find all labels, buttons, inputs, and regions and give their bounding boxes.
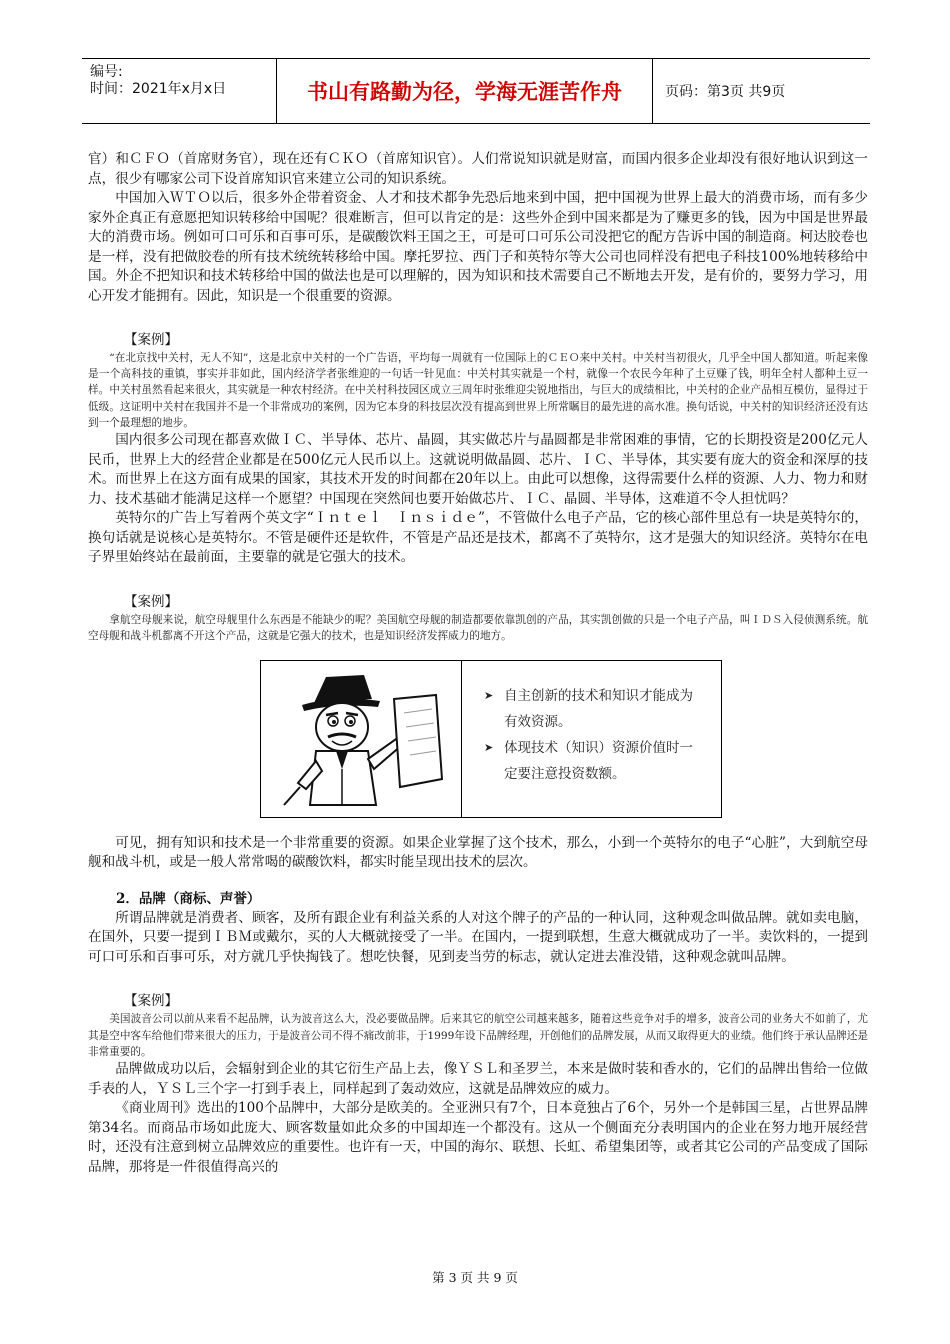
paragraph-brand-definition: 所谓品牌就是消费者、顾客，及所有跟企业有利益关系的人对这个牌子的产品的一种认同，这种观念叫做品牌。就如卖电脑，在国外，只要一提到ＩＢＭ或戴尔，买的人大概就接受了一半。在国内，一提到联想，生意大概就成功了一半。卖饮料的，一提到可口可乐和百事可乐，对方就几乎快掏钱了。想吃快餐，见到麦当劳的标志，就认定进去准没错，这种观念就叫品牌。 <box>88 909 868 965</box>
case-label-3: 【案例】 <box>124 993 178 1010</box>
number-label: 编号: <box>90 64 123 80</box>
illustration-point-2 <box>484 735 721 787</box>
page-header <box>82 58 870 124</box>
page-footer: 第 3 页 共 9 页 <box>432 1270 518 1285</box>
paragraph-conclusion: 可见，拥有知识和技术是一个非常重要的资源。如果企业掌握了这个技术，那么，小到一个英特尔的电子“心脏”，大到航空母舰和战斗机，或是一般人常常喝的碳酸饮料，都实时能呈现出技术的层次。 <box>88 834 868 871</box>
section-heading-brand: 2．品牌（商标、声誉） <box>116 890 261 907</box>
illustration-points <box>462 661 721 817</box>
header-meta <box>82 59 277 123</box>
header-page-info: 页码：第3页 共9页 <box>665 84 786 100</box>
paragraph-wto: 中国加入ＷＴＯ以后，很多外企带着资金、人才和技术都争先恐后地来到中国，把中国视为世界上最大的消费市场，而有多少家外企真正有意愿把知识转移给中国呢？很难断言，但可以肯定的是：这些外企到中国来都是为了赚更多的钱，因为中国是世界最大的消费市场。例如可口可乐和百事可乐，是碳酸饮料王国之王，可是可口可乐公司没把它的配方告诉中国的制造商。柯达胶卷也是一样，没有把做胶卷的所有技术统统转移给中国。摩托罗拉、西门子和英特尔等大公司也同样没有把电子科技100%地转移给中国。外企不把知识和技术转移给中国的做法也是可以理解的，因为知识和技术需要自己不断地去开发，是有价的，要努力学习，用心开发才能拥有。因此，知识是一个很重要的资源。 <box>88 190 868 304</box>
paragraph-cko: 官）和ＣＦＯ（首席财务官），现在还有ＣＫＯ（首席知识官）。人们常说知识就是财富，而国内很多企业却没有很好地认识到这一点，很少有哪家公司下设首席知识官来建立公司的知识系统。 <box>88 151 868 187</box>
case-label-1: 【案例】 <box>124 332 178 348</box>
paragraph-chips: 国内很多公司现在都喜欢做ＩＣ、半导体、芯片、晶圆，其实做芯片与晶圆都是非常困难的事情，它的长期投资是200亿元人民币，世界上大的经营企业都是在500亿元人民币以上。这就说明做晶圆、芯片、ＩＣ、半导体，其实要有庞大的资金和深厚的技术。而世界上在这方面有成果的国家，其技术开发的时间都在20年以上。由此可以想像，这得需要什么样的资源、人力、物力和财力、技术基础才能满足这样一个愿望？中国现在突然间也要开始做芯片、ＩＣ、晶圆、半导体，这难道不令人担忧吗？ <box>88 432 868 507</box>
illustration-box <box>260 660 722 818</box>
case-label-2: 【案例】 <box>124 593 178 610</box>
illustration-point-text: 自主创新的技术和知识才能成为有效资源。 <box>504 687 693 730</box>
arrow-right-icon: ➤ <box>484 740 494 754</box>
case-boeing: 美国波音公司以前从来看不起品牌，认为波音这么大，没必要做品牌。后来其它的航空公司越来越多，随着这些竞争对手的增多，波音公司的业务大不如前了，尤其是空中客车给他们带来很大的压力，于是波音公司不得不痛改前非，于1999年设下品牌经理，开创他们的品牌发展，从而又取得更大的业绩。他们终于承认品牌还是非常重要的。 <box>88 1013 868 1058</box>
paragraph-intel: 英特尔的广告上写着两个英文字“Ｉｎｔｅｌ Ｉｎｓｉｄｅ”，不管做什么电子产品，它的核心部件里总有一块是英特尔的，换句话就是说核心是英特尔。不管是硬件还是软件，不管是产品还是技术，都离不了英特尔，这才是强大的知识经济。英特尔在电子界里始终站在最前面，主要靠的就是它强大的技术。 <box>88 510 868 566</box>
paragraph-ysl: 品牌做成功以后，会辐射到企业的其它衍生产品上去，像ＹＳＬ和圣罗兰，本来是做时装和香水的，它们的品牌出售给一位做手表的人，ＹＳＬ三个字一打到手表上，同样起到了轰动效应，这就是品牌效应的威力。 <box>88 1061 868 1097</box>
document-body <box>88 150 868 1177</box>
paragraph-business-week: 《商业周刊》选出的100个品牌中，大部分是欧美的。全亚洲只有7个，日本竟独占了6个，另外一个是韩国三星，占世界品牌第34名。而商品市场如此庞大、顾客数量如此众多的中国却连一个都没有。这从一个侧面充分表明国内的企业在努力地开展经营时，还没有注意到树立品牌效应的重要性。也许有一天，中国的海尔、联想、长虹、希望集团等，或者其它公司的产品变成了国际品牌，那将是一件很值得高兴的 <box>88 1100 868 1175</box>
illustration-point-text: 体现技术（知识）资源价值时一定要注意投资数额。 <box>504 739 693 782</box>
case-zhongguancun: “在北京找中关村，无人不知”，这是北京中关村的一个广告语，平均每一周就有一位国际上的ＣＥＯ来中关村。中关村当初很火，几乎全中国人都知道。听起来像是一个高科技的重镇，事实并非如此，国内经济学者张维迎的一句话一针见血：中关村其实就是一个村，就像一个农民今年种了土豆赚了钱，明年全村人都种土豆一样。中关村虽然看起来很火，其实就是一种农村经济。在中关村科技园区成立三周年时张维迎尖锐地指出，与巨大的成绩相比，中关村的企业产品相互模仿，显得过于低级。这证明中关村在我国并不是一个非常成功的案例，因为它本身的科技层次没有提高到世界上所常瞩目的最先进的高水准。换句话说，中关村的知识经济还没有达到一个最理想的地步。 <box>88 352 868 429</box>
case-aircraft-carrier: 拿航空母舰来说，航空母舰里什么东西是不能缺少的呢？美国航空母舰的制造都要依靠凯创的产品，其实凯创做的只是一个电子产品，叫ＩＤＳ入侵侦测系统。航空母舰和战斗机都离不开这个产品，这就是它强大的技术，也是知识经济发挥威力的地方。 <box>88 613 868 642</box>
illustration-point-1 <box>484 683 721 735</box>
cartoon-man-presenting-icon <box>261 661 462 817</box>
date-label: 时间：2021年x月x日 <box>90 81 227 97</box>
arrow-right-icon: ➤ <box>484 688 494 702</box>
header-motto: 书山有路勤为径，学海无涯苦作舟 <box>277 59 653 123</box>
